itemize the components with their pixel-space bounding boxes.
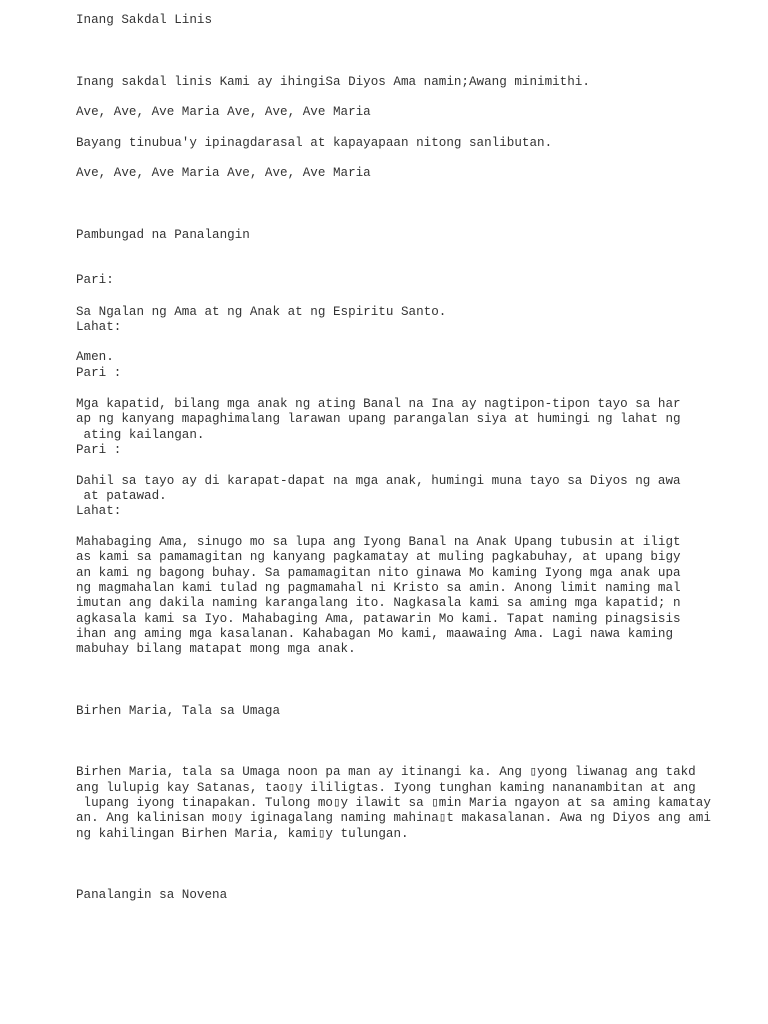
- morning-star-line: Birhen Maria, tala sa Umaga noon pa man ay itinangi ka. Ang ▯yong liwanag ang takd: [76, 765, 696, 779]
- speaker-pari: Pari:: [76, 273, 114, 287]
- contrition-line: Mahabaging Ama, sinugo mo sa lupa ang Iyong Banal na Anak Upang tubusin at iligt: [76, 535, 681, 549]
- response-amen: Amen.: [76, 350, 114, 364]
- contrition-line: agkasala kami sa Iyo. Mahabaging Ama, patawarin Mo kami. Tapat naming pinagsisis: [76, 612, 681, 626]
- hymn-verse-2: Bayang tinubua'y ipinagdarasal at kapayapaan nitong sanlibutan.: [76, 136, 553, 150]
- contrition-line: ng magmahalan kami tulad ng pagmamahal ni Kristo sa amin. Anong limit naming mal: [76, 581, 681, 595]
- hymn-refrain-2: Ave, Ave, Ave Maria Ave, Ave, Ave Maria: [76, 166, 371, 180]
- contrition-line: an kami ng bagong buhay. Sa pamamagitan nito ginawa Mo kaming Iyong mga anak upa: [76, 566, 681, 580]
- morning-star-line: ng kahilingan Birhen Maria, kami▯y tulungan.: [76, 827, 409, 841]
- pardon-line: at patawad.: [76, 489, 167, 503]
- morning-star-line: lupang iyong tinapakan. Tulong mo▯y ilawit sa ▯min Maria ngayon at sa aming kamatay: [76, 796, 711, 810]
- pardon-line: Dahil sa tayo ay di karapat-dapat na mga anak, humingi muna tayo sa Diyos ng awa: [76, 474, 681, 488]
- speaker-lahat: Lahat:: [76, 320, 122, 334]
- hymn-verse-1: Inang sakdal linis Kami ay ihingiSa Diyos Ama namin;Awang minimithi.: [76, 75, 590, 89]
- morning-star-line: an. Ang kalinisan mo▯y iginagalang naming mahina▯t makasalanan. Awa ng Diyos ang ami: [76, 811, 711, 825]
- contrition-line: as kami sa pamamagitan ng kanyang pagkamatay at muling pagkabuhay, at upang bigy: [76, 550, 681, 564]
- morning-star-heading: Birhen Maria, Tala sa Umaga: [76, 704, 281, 718]
- novena-heading: Panalangin sa Novena: [76, 888, 228, 902]
- opening-prayer-heading: Pambungad na Panalangin: [76, 228, 250, 242]
- contrition-line: mabuhay bilang matapat mong mga anak.: [76, 642, 356, 656]
- call-line: Mga kapatid, bilang mga anak ng ating Banal na Ina ay nagtipon-tipon tayo sa har: [76, 397, 681, 411]
- call-line: ap ng kanyang mapaghimalang larawan upang parangalan siya at humingi ng lahat ng: [76, 412, 681, 426]
- speaker-lahat: Lahat:: [76, 504, 122, 518]
- hymn-refrain-1: Ave, Ave, Ave Maria Ave, Ave, Ave Maria: [76, 105, 371, 119]
- document-title: Inang Sakdal Linis: [76, 13, 213, 27]
- morning-star-line: ang lulupig kay Satanas, tao▯y ililigtas. Iyong tunghan kaming nananambitan at ang: [76, 781, 696, 795]
- contrition-line: ihan ang aming mga kasalanan. Kahabagan Mo kami, maawaing Ama. Lagi nawa kaming: [76, 627, 674, 641]
- speaker-pari: Pari :: [76, 443, 122, 457]
- call-line: ating kailangan.: [76, 428, 205, 442]
- contrition-line: imutan ang dakila naming karangalang ito. Nagkasala kami sa aming mga kapatid; n: [76, 596, 681, 610]
- sign-of-cross: Sa Ngalan ng Ama at ng Anak at ng Espiritu Santo.: [76, 305, 447, 319]
- speaker-pari: Pari :: [76, 366, 122, 380]
